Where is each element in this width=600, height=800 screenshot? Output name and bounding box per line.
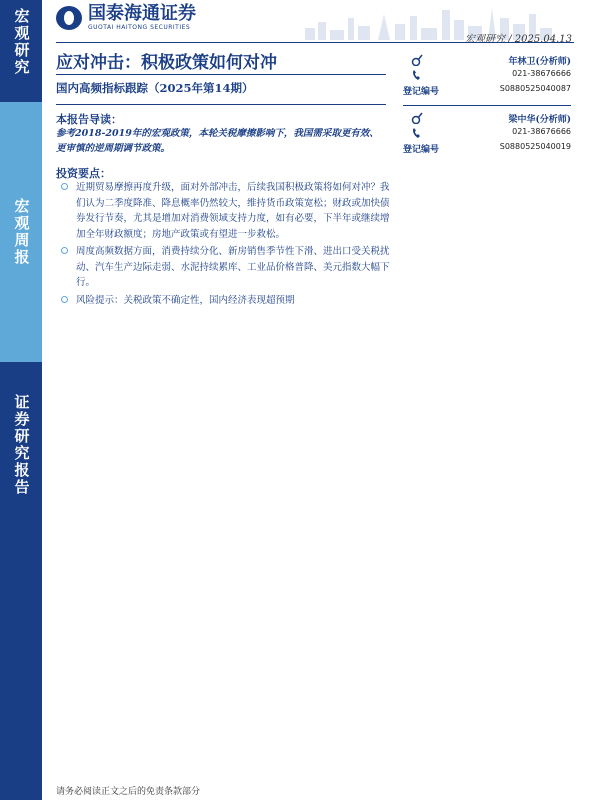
list-item bbox=[56, 293, 392, 309]
bullet-icon bbox=[61, 247, 68, 254]
title-divider bbox=[56, 74, 386, 75]
key-point-text: 周度高频数据方面，消费持续分化、新房销售季节性下滑、进出口受关税扰动、汽车生产边际走弱、水泥持续累库、工业品价格普降、美元指数大幅下行。 bbox=[76, 246, 390, 288]
registration-label: 登记编号 bbox=[403, 145, 440, 155]
analyst-name: 年林卫(分析师) bbox=[508, 57, 571, 67]
analyst-registration-number: S0880525040019 bbox=[499, 142, 571, 151]
key-point-text: 风险提示：关税政策不确定性，国内经济表现超预期 bbox=[76, 294, 295, 306]
analyst-card bbox=[403, 54, 571, 99]
sidebar-report-class-label: 证券研究报告 bbox=[12, 394, 31, 496]
report-title: 应对冲击：积极政策如何对冲 bbox=[56, 53, 277, 73]
list-item bbox=[56, 244, 392, 291]
analyst-registration-number: S0880525040087 bbox=[499, 84, 571, 93]
key-points-heading: 投资要点： bbox=[56, 167, 111, 180]
analyst-divider bbox=[403, 105, 571, 106]
analyst-phone: 021-38676666 bbox=[512, 69, 571, 78]
brand-logo bbox=[56, 4, 196, 31]
header-date: 2025.04.13 bbox=[514, 34, 572, 45]
header-report-type: 宏观研究 bbox=[464, 34, 505, 45]
header-separator: / bbox=[508, 34, 515, 45]
sidebar-report-class-block bbox=[0, 362, 42, 800]
analyst-card bbox=[403, 112, 571, 157]
header-divider bbox=[56, 42, 574, 43]
logo-icon bbox=[56, 6, 82, 30]
sidebar-report-type-block bbox=[0, 102, 42, 362]
list-item bbox=[56, 180, 392, 242]
key-points-list bbox=[56, 180, 392, 310]
analyst-name: 梁中华(分析师) bbox=[508, 115, 571, 125]
pen-icon bbox=[411, 112, 423, 124]
bullet-icon bbox=[61, 183, 68, 190]
registration-label: 登记编号 bbox=[403, 87, 440, 97]
sidebar-report-type-label: 宏观周报 bbox=[12, 198, 31, 266]
disclaimer-footer: 请务必阅读正文之后的免责条款部分 bbox=[56, 787, 201, 797]
pen-icon bbox=[411, 54, 423, 66]
phone-icon bbox=[411, 127, 423, 139]
sidebar-category-block bbox=[0, 0, 42, 102]
brand-name-cn: 国泰海通证券 bbox=[88, 3, 196, 24]
analyst-phone: 021-38676666 bbox=[512, 127, 571, 136]
bullet-icon bbox=[61, 296, 68, 303]
guide-text: 参考2018-2019年的宏观政策，本轮关税摩擦影响下，我国需采取更有效、更审慎的逆周期调节政策。 bbox=[56, 128, 379, 154]
subtitle-divider bbox=[56, 104, 386, 105]
phone-icon bbox=[411, 69, 423, 81]
brand-name-en: GUOTAI HAITONG SECURITIES bbox=[88, 24, 191, 31]
guide-heading: 本报告导读： bbox=[56, 113, 122, 126]
sidebar-category-label: 宏观研究 bbox=[12, 8, 31, 76]
report-subtitle: 国内高频指标跟踪（2025年第14期） bbox=[56, 81, 254, 95]
key-point-text: 近期贸易摩擦再度升级，面对外部冲击，后续我国积极政策将如何对冲？我们认为二季度降准、降息概率仍然较大，维持货币政策宽松；财政或加快债券发行节奏，尤其是增加对消费领域支持力度，如有必要，下半年或继续增加全年财政额度；房地产政策或有望进一步救松。 bbox=[76, 182, 390, 240]
